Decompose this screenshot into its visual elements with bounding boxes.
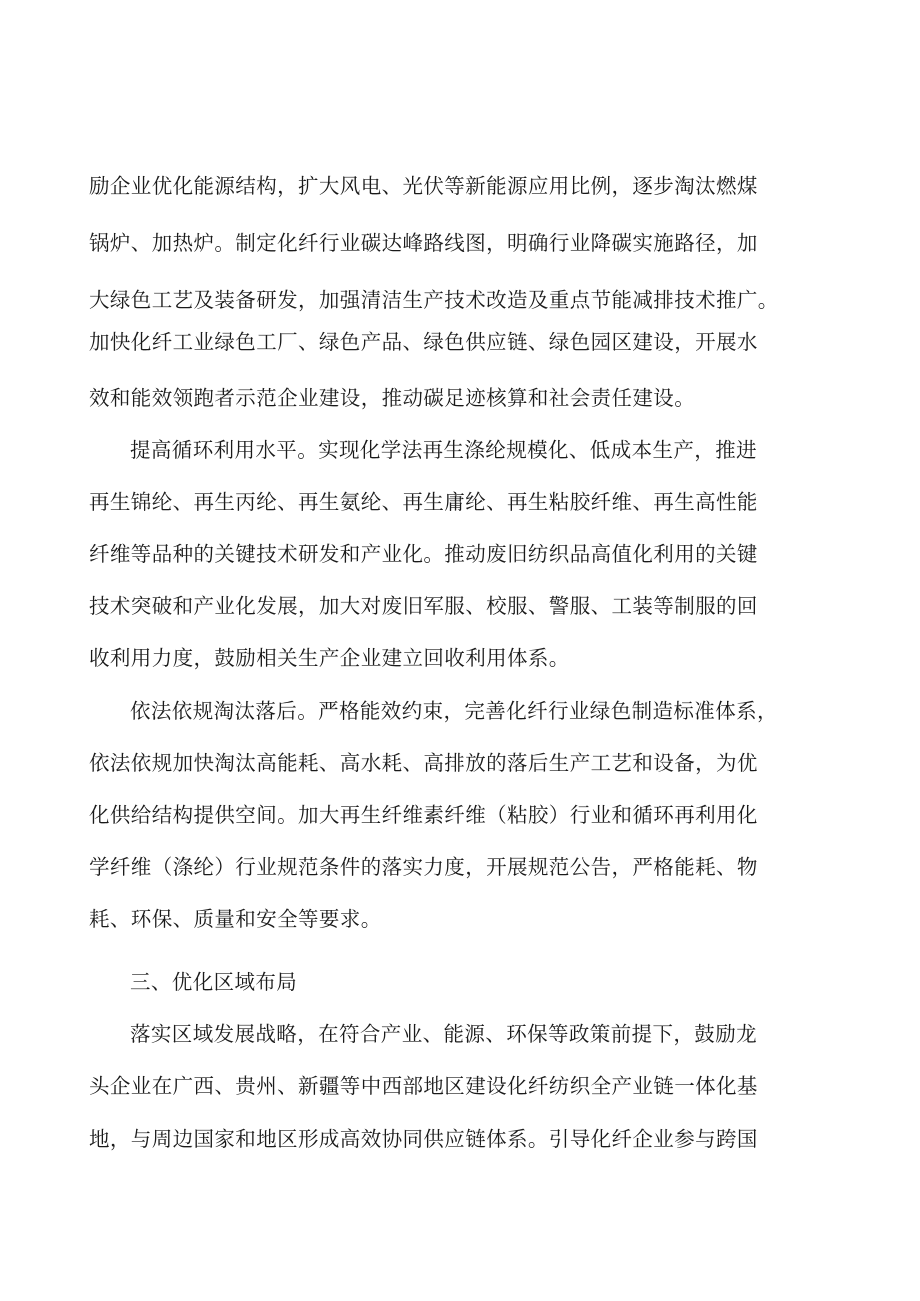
paragraph-line: 耗、环保、质量和安全等要求。	[89, 907, 382, 931]
section-heading: 三、优化区域布局	[130, 970, 298, 994]
paragraph-line: 收利用力度，鼓励相关生产企业建立回收利用体系。	[89, 646, 570, 670]
paragraph-line: 锅炉、加热炉。制定化纤行业碳达峰路线图，明确行业降碳实施路径，加	[89, 231, 758, 255]
paragraph-line: 纤维等品种的关键技术研发和产业化。推动废旧纺织品高值化利用的关键	[89, 542, 758, 566]
paragraph-line: 效和能效领跑者示范企业建设，推动碳足迹核算和社会责任建设。	[89, 386, 696, 410]
paragraph-line: 化供给结构提供空间。加大再生纤维素纤维（粘胶）行业和循环再利用化	[89, 803, 758, 827]
paragraph-first-line: 依法依规淘汰落后。严格能效约束，完善化纤行业绿色制造标准体系，	[130, 699, 778, 723]
paragraph-line: 大绿色工艺及装备研发，加强清洁生产技术改造及重点节能减排技术推广。	[89, 288, 779, 312]
paragraph-line: 学纤维（涤纶）行业规范条件的落实力度，开展规范公告，严格能耗、物	[89, 855, 758, 879]
paragraph-line: 依法依规加快淘汰高能耗、高水耗、高排放的落后生产工艺和设备，为优	[89, 751, 758, 775]
paragraph-first-line: 落实区域发展战略，在符合产业、能源、环保等政策前提下，鼓励龙	[130, 1022, 757, 1046]
paragraph-line: 地，与周边国家和地区形成高效协同供应链体系。引导化纤企业参与跨国	[89, 1127, 758, 1151]
paragraph-line: 头企业在广西、贵州、新疆等中西部地区建设化纤纺织全产业链一体化基	[89, 1074, 758, 1098]
paragraph-line: 加快化纤工业绿色工厂、绿色产品、绿色供应链、绿色园区建设，开展水	[89, 330, 758, 354]
paragraph-line: 励企业优化能源结构，扩大风电、光伏等新能源应用比例，逐步淘汰燃煤	[89, 174, 758, 198]
paragraph-line: 技术突破和产业化发展，加大对废旧军服、校服、警服、工装等制服的回	[89, 594, 758, 618]
paragraph-line: 再生锦纶、再生丙纶、再生氨纶、再生庸纶、再生粘胶纤维、再生高性能	[89, 490, 758, 514]
paragraph-first-line: 提高循环利用水平。实现化学法再生涤纶规模化、低成本生产，推进	[130, 438, 757, 462]
